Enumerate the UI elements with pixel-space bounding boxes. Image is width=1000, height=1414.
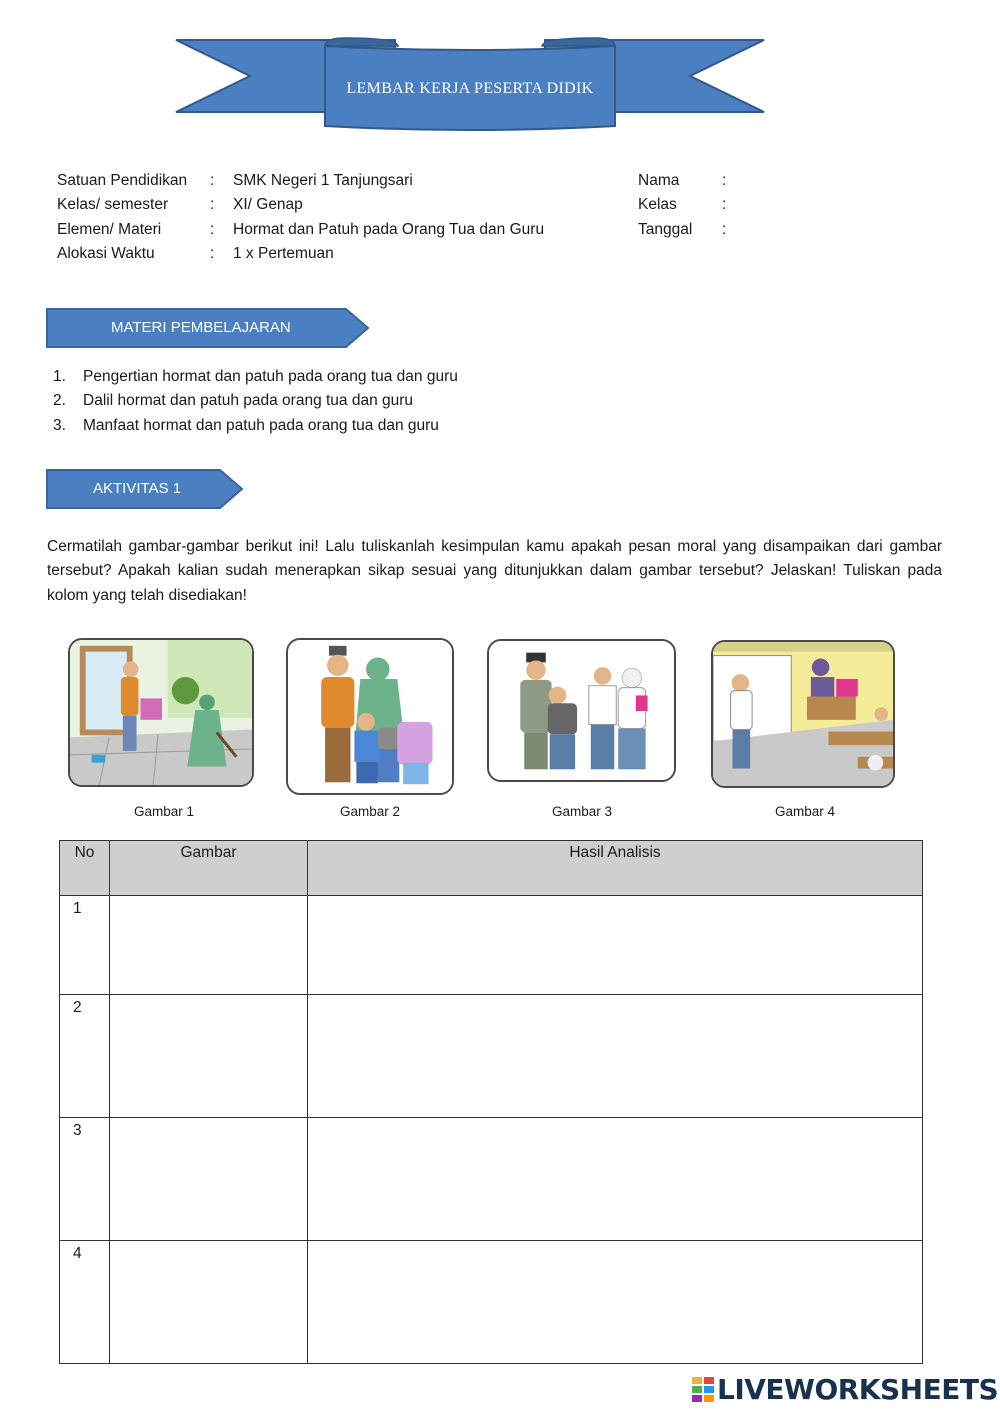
table-header-row bbox=[60, 841, 923, 896]
info-row bbox=[57, 169, 544, 193]
info-row bbox=[57, 218, 544, 242]
student-colon: : bbox=[722, 220, 727, 238]
table-row bbox=[60, 995, 923, 1118]
student-label: Kelas bbox=[638, 196, 677, 214]
student-colon: : bbox=[722, 196, 727, 214]
list-number: 3. bbox=[53, 416, 66, 434]
table-row bbox=[60, 896, 923, 995]
list-number: 1. bbox=[53, 368, 66, 385]
materi-heading-tag bbox=[46, 308, 370, 348]
info-label: Satuan Pendidikan bbox=[57, 172, 188, 189]
materi-heading: MATERI PEMBELAJARAN bbox=[111, 319, 291, 336]
header-hasil-analisis: Hasil Analisis bbox=[308, 841, 923, 896]
row-number: 4 bbox=[60, 1241, 110, 1364]
info-school-block bbox=[57, 169, 544, 266]
list-text: Manfaat hormat dan patuh pada orang tua dan guru bbox=[83, 416, 439, 434]
row-number: 2 bbox=[60, 995, 110, 1118]
picture-caption: Gambar 2 bbox=[339, 804, 401, 819]
students-teacher-illustration bbox=[489, 641, 674, 780]
info-student-block bbox=[638, 169, 726, 242]
info-value: SMK Negeri 1 Tanjungsari bbox=[233, 172, 413, 189]
header-no: No bbox=[60, 841, 110, 896]
info-label: Kelas/ semester bbox=[57, 196, 169, 214]
gambar-cell[interactable] bbox=[110, 896, 308, 995]
family-greeting-illustration bbox=[288, 640, 452, 793]
cleaning-house-illustration bbox=[70, 640, 252, 785]
student-row bbox=[638, 193, 726, 217]
info-value: 1 x Pertemuan bbox=[233, 244, 334, 262]
list-item bbox=[53, 365, 458, 389]
table-row bbox=[60, 1241, 923, 1364]
info-colon: : bbox=[210, 172, 215, 189]
liveworksheets-icon bbox=[692, 1377, 716, 1403]
classroom-illustration bbox=[713, 642, 893, 786]
list-number: 2. bbox=[53, 392, 66, 410]
aktivitas-heading-tag bbox=[46, 469, 244, 509]
student-row bbox=[638, 218, 726, 242]
info-value: XI/ Genap bbox=[233, 196, 303, 214]
student-label: Nama bbox=[638, 172, 680, 189]
gambar-cell[interactable] bbox=[110, 1241, 308, 1364]
table-row bbox=[60, 1118, 923, 1241]
picture-caption: Gambar 4 bbox=[774, 804, 836, 819]
picture-caption: Gambar 3 bbox=[551, 804, 613, 819]
row-number: 1 bbox=[60, 896, 110, 995]
analysis-cell[interactable] bbox=[308, 896, 923, 995]
worksheet-title: LEMBAR KERJA PESERTA DIDIK bbox=[346, 80, 594, 97]
gambar-cell[interactable] bbox=[110, 1118, 308, 1241]
list-item bbox=[53, 389, 458, 413]
student-row bbox=[638, 169, 726, 193]
header-gambar: Gambar bbox=[110, 841, 308, 896]
row-number: 3 bbox=[60, 1118, 110, 1241]
info-row bbox=[57, 193, 544, 217]
picture-2 bbox=[286, 638, 454, 795]
list-text: Dalil hormat dan patuh pada orang tua dan guru bbox=[83, 392, 414, 410]
aktivitas-heading: AKTIVITAS 1 bbox=[93, 480, 182, 497]
student-colon: : bbox=[722, 172, 727, 189]
info-colon: : bbox=[210, 220, 215, 238]
list-text: Pengertian hormat dan patuh pada orang tua dan guru bbox=[83, 368, 458, 385]
instruction-text: Cermatilah gambar-gambar berikut ini! Lalu tuliskanlah kesimpulan kamu apakah pesan moral yang disampaikan dari gambar tersebut? Apakah kalian sudah menerapkan sikap sesuai yang ditunjukkan dalam gambar tersebut? Jelaskan! Tuliskan pada kolom yang telah disediakan! bbox=[47, 538, 942, 604]
brand-name: LIVEWORKSHEETS bbox=[717, 1373, 999, 1406]
picture-3 bbox=[487, 639, 676, 782]
info-colon: : bbox=[210, 244, 215, 262]
info-label: Elemen/ Materi bbox=[57, 220, 162, 238]
student-label: Tanggal bbox=[638, 220, 693, 238]
picture-4 bbox=[711, 640, 895, 788]
picture-1 bbox=[68, 638, 254, 787]
info-row bbox=[57, 242, 544, 266]
picture-caption: Gambar 1 bbox=[133, 804, 195, 819]
analysis-cell[interactable] bbox=[308, 1241, 923, 1364]
analysis-table bbox=[59, 840, 923, 1364]
materi-list bbox=[53, 365, 458, 438]
analysis-cell[interactable] bbox=[308, 1118, 923, 1241]
info-label: Alokasi Waktu bbox=[57, 244, 155, 262]
list-item bbox=[53, 414, 458, 438]
analysis-cell[interactable] bbox=[308, 995, 923, 1118]
info-value: Hormat dan Patuh pada Orang Tua dan Guru bbox=[233, 220, 545, 238]
gambar-cell[interactable] bbox=[110, 995, 308, 1118]
info-colon: : bbox=[210, 196, 215, 214]
